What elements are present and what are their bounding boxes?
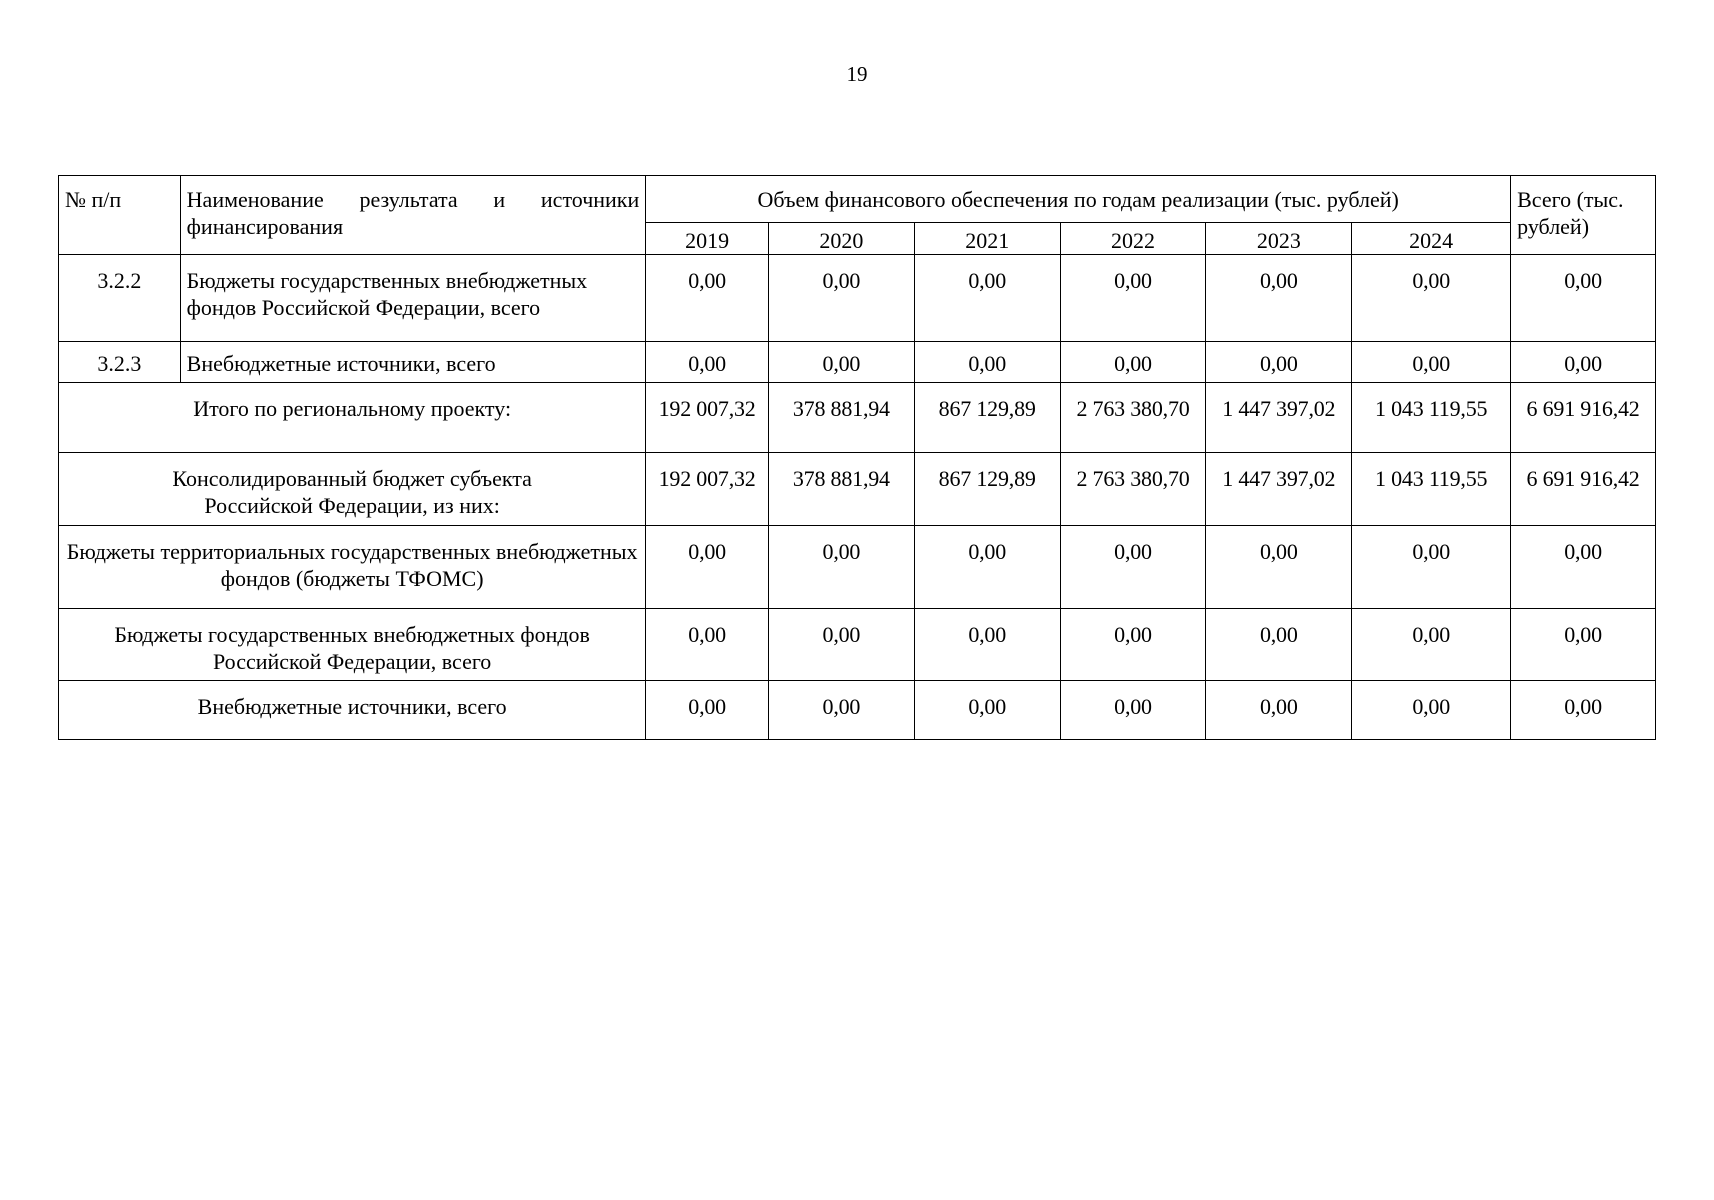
value-cell: 0,00 — [914, 342, 1060, 383]
value-cell: 0,00 — [914, 255, 1060, 342]
value-cell: 0,00 — [1060, 526, 1206, 609]
financing-table — [58, 175, 1656, 740]
value-cell: 0,00 — [768, 342, 914, 383]
value-cell: 0,00 — [1352, 255, 1511, 342]
value-cell: 0,00 — [1206, 681, 1352, 740]
value-cell: 0,00 — [646, 681, 769, 740]
value-cell: 2 763 380,70 — [1060, 453, 1206, 526]
row-name: Итого по региональному проекту: — [59, 383, 646, 453]
year-cell: 2023 — [1206, 223, 1352, 255]
table-row — [59, 681, 1656, 740]
value-cell: 0,00 — [1060, 255, 1206, 342]
value-cell: 0,00 — [646, 255, 769, 342]
year-cell: 2024 — [1352, 223, 1511, 255]
value-cell: 192 007,32 — [646, 383, 769, 453]
header-name: Наименование результата и источники финансирования — [180, 176, 646, 255]
header-volume: Объем финансового обеспечения по годам реализации (тыс. рублей) — [646, 176, 1511, 223]
header-num: № п/п — [59, 176, 181, 255]
value-cell: 0,00 — [1352, 342, 1511, 383]
total-cell: 0,00 — [1511, 526, 1656, 609]
row-code: 3.2.3 — [59, 342, 181, 383]
page-number: 19 — [846, 62, 868, 86]
value-cell: 0,00 — [1206, 342, 1352, 383]
value-cell: 0,00 — [768, 681, 914, 740]
table-row — [59, 526, 1656, 609]
total-cell: 0,00 — [1511, 342, 1656, 383]
value-cell: 0,00 — [1352, 526, 1511, 609]
table-row — [59, 342, 1656, 383]
row-code: 3.2.2 — [59, 255, 181, 342]
total-cell: 0,00 — [1511, 255, 1656, 342]
value-cell: 0,00 — [646, 526, 769, 609]
row-name: Бюджеты государственных внебюджетных фондов Российской Федерации, всего — [180, 255, 646, 342]
table-row — [59, 255, 1656, 342]
value-cell: 0,00 — [1206, 609, 1352, 681]
value-cell: 1 447 397,02 — [1206, 453, 1352, 526]
value-cell: 0,00 — [914, 609, 1060, 681]
value-cell: 1 043 119,55 — [1352, 453, 1511, 526]
value-cell: 867 129,89 — [914, 453, 1060, 526]
year-cell: 2022 — [1060, 223, 1206, 255]
value-cell: 0,00 — [768, 526, 914, 609]
value-cell: 192 007,32 — [646, 453, 769, 526]
value-cell: 2 763 380,70 — [1060, 383, 1206, 453]
total-cell: 0,00 — [1511, 681, 1656, 740]
value-cell: 0,00 — [646, 609, 769, 681]
value-cell: 867 129,89 — [914, 383, 1060, 453]
row-name: Бюджеты государственных внебюджетных фондов Российской Федерации, всего — [59, 609, 646, 681]
year-cell: 2019 — [646, 223, 769, 255]
row-name: Внебюджетные источники, всего — [59, 681, 646, 740]
value-cell: 0,00 — [1060, 342, 1206, 383]
value-cell: 378 881,94 — [768, 453, 914, 526]
value-cell: 1 447 397,02 — [1206, 383, 1352, 453]
value-cell: 0,00 — [914, 681, 1060, 740]
value-cell: 0,00 — [1352, 609, 1511, 681]
total-cell: 6 691 916,42 — [1511, 383, 1656, 453]
header-total: Всего (тыс. рублей) — [1511, 176, 1656, 255]
total-cell: 6 691 916,42 — [1511, 453, 1656, 526]
value-cell: 0,00 — [1206, 255, 1352, 342]
value-cell: 0,00 — [768, 255, 914, 342]
header-row — [59, 176, 1656, 223]
value-cell: 0,00 — [1352, 681, 1511, 740]
total-cell: 0,00 — [1511, 609, 1656, 681]
year-cell: 2021 — [914, 223, 1060, 255]
row-name: Бюджеты территориальных государственных внебюджетных фондов (бюджеты ТФОМС) — [59, 526, 646, 609]
value-cell: 1 043 119,55 — [1352, 383, 1511, 453]
row-name: Консолидированный бюджет субъекта Российской Федерации, из них: — [59, 453, 646, 526]
table-row-total — [59, 383, 1656, 453]
value-cell: 0,00 — [646, 342, 769, 383]
row-name: Внебюджетные источники, всего — [180, 342, 646, 383]
value-cell: 0,00 — [768, 609, 914, 681]
value-cell: 378 881,94 — [768, 383, 914, 453]
table-row — [59, 609, 1656, 681]
year-cell: 2020 — [768, 223, 914, 255]
value-cell: 0,00 — [914, 526, 1060, 609]
value-cell: 0,00 — [1206, 526, 1352, 609]
value-cell: 0,00 — [1060, 609, 1206, 681]
table-row — [59, 453, 1656, 526]
value-cell: 0,00 — [1060, 681, 1206, 740]
